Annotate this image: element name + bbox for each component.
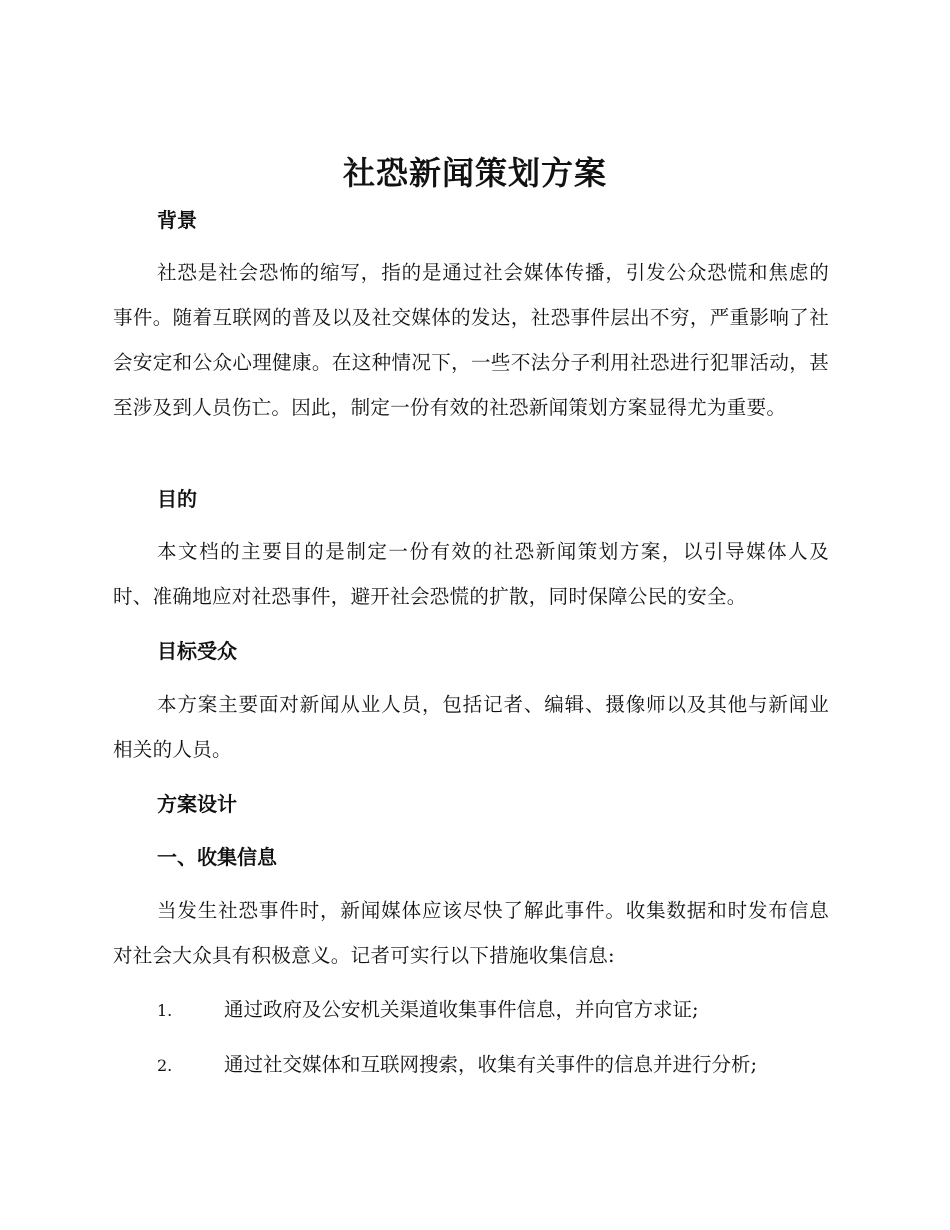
heading-purpose: 目的	[157, 487, 197, 511]
list-item	[157, 1050, 837, 1081]
document-title: 社恐新闻策划方案	[342, 154, 607, 192]
list-item-text: 通过政府及公安机关渠道收集事件信息，并向官方求证;	[224, 998, 699, 1021]
paragraph-audience: 本方案主要面对新闻从业人员，包括记者、编辑、摄像师以及其他与新闻业相关的人员。	[113, 693, 829, 761]
list-item-number: 1.	[157, 1001, 173, 1020]
heading-collect: 一、收集信息	[157, 845, 277, 869]
list-item	[157, 995, 837, 1026]
paragraph-purpose: 本文档的主要目的是制定一份有效的社恐新闻策划方案，以引导媒体人及时、准确地应对社恐事件，避开社会恐慌的扩散，同时保障公民的安全。	[113, 540, 829, 608]
heading-design: 方案设计	[157, 792, 237, 816]
heading-audience: 目标受众	[157, 639, 237, 663]
list-item-text: 通过社交媒体和互联网搜索，收集有关事件的信息并进行分析;	[224, 1053, 758, 1076]
list-item-number: 2.	[157, 1056, 173, 1075]
paragraph-collect: 当发生社恐事件时，新闻媒体应该尽快了解此事件。收集数据和时发布信息对社会大众具有积极意义。记者可实行以下措施收集信息:	[113, 899, 829, 967]
paragraph-background: 社恐是社会恐怖的缩写，指的是通过社会媒体传播，引发公众恐慌和焦虑的事件。随着互联网的普及以及社交媒体的发达，社恐事件层出不穷，严重影响了社会安定和公众心理健康。在这种情况下，一些不法分子利用社恐进行犯罪活动，甚至涉及到人员伤亡。因此，制定一份有效的社恐新闻策划方案显得尤为重要。	[113, 261, 829, 419]
heading-background: 背景	[157, 208, 197, 232]
